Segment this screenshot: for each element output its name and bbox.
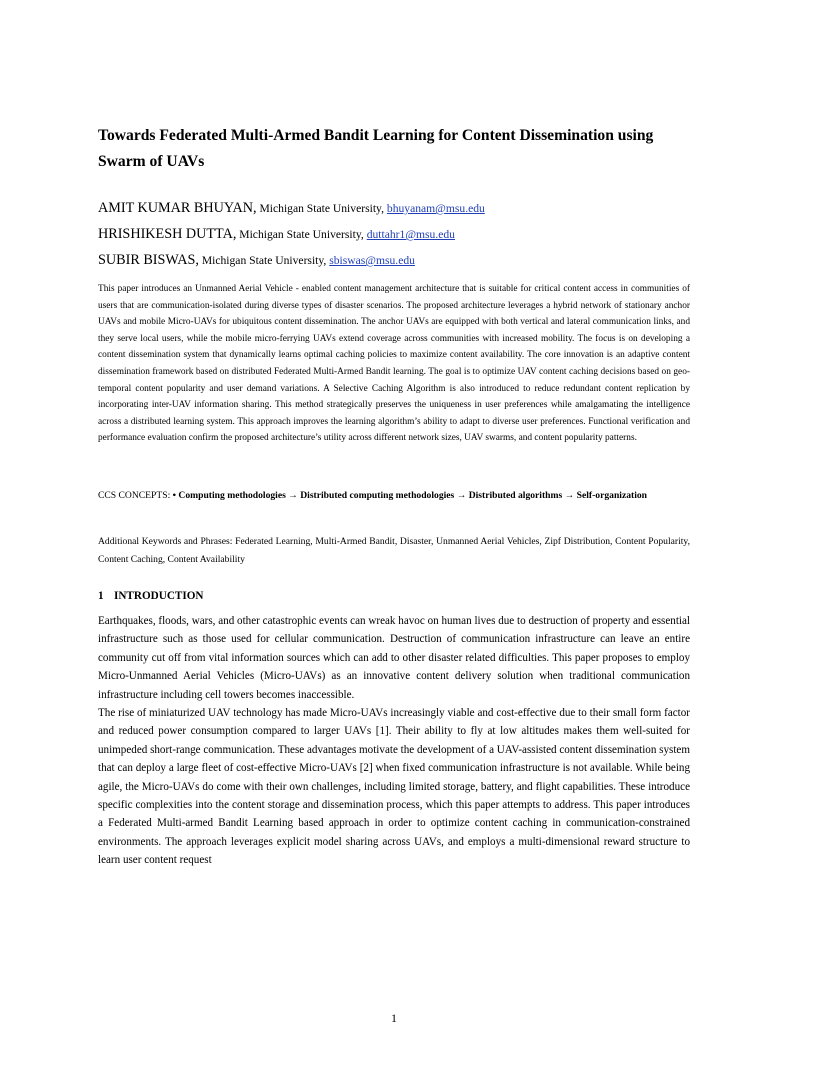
author-line: [98, 225, 455, 244]
ccs-concepts: [98, 487, 690, 505]
ccs-arrow: →: [564, 490, 575, 501]
paper-title: Towards Federated Multi-Armed Bandit Learning for Content Dissemination using Swarm of UAVs: [98, 127, 654, 170]
author-email-link[interactable]: duttahr1@msu.edu: [366, 228, 455, 241]
paragraph: The rise of miniaturized UAV technology has made Micro-UAVs increasingly viable and cost-effective due to their small form factor and reduced power consumption compared to larger UAVs [1]. Their ability to fly at low altitudes makes them well-suited for unimpeded short-range communication. These advantages motivate the development of a UAV-assisted content dissemination system that can deploy a large fleet of cost-effective Micro-UAVs [2] when fixed communication infrastructure is not available. While being agile, the Micro-UAVs do come with their own challenges, including limited storage, battery, and flight capabilities. These introduce specific complexities into the content storage and dissemination process, which this paper attempts to address. This paper introduces a Federated Multi-armed Bandit Learning based approach in order to optimize content caching in communication-constrained environments. The approach leverages explicit model sharing across UAVs, and employs a multi-dimensional reward structure to learn user content request: [98, 707, 690, 867]
page-number: 1: [391, 1011, 397, 1025]
author-name: AMIT KUMAR BHUYAN,: [98, 200, 257, 216]
ccs-item: Distributed algorithms: [468, 490, 563, 501]
ccs-item: Computing methodologies: [178, 490, 286, 501]
ccs-arrow: →: [288, 490, 298, 501]
keywords: Additional Keywords and Phrases: Federated Learning, Multi-Armed Bandit, Disaster, Unmanned Aerial Vehicles, Zipf Distribution, Content Popularity, Content Caching, Content Availability: [98, 536, 690, 565]
author-line: [98, 251, 415, 270]
author-email-link[interactable]: bhuyanam@msu.edu: [386, 202, 485, 215]
ccs-bullet: •: [172, 490, 177, 501]
ccs-arrow: →: [456, 490, 467, 501]
introduction-body: [98, 612, 690, 870]
ccs-label: CCS CONCEPTS:: [98, 490, 171, 501]
author-affiliation: Michigan State University,: [256, 202, 387, 215]
section-title: INTRODUCTION: [114, 590, 204, 602]
author-affiliation: Michigan State University,: [198, 254, 330, 267]
author-name: HRISHIKESH DUTTA,: [98, 226, 237, 242]
ccs-item: Distributed computing methodologies: [300, 490, 455, 501]
author-name: SUBIR BISWAS,: [98, 252, 199, 268]
section-heading: [98, 587, 204, 605]
author-line: [98, 199, 485, 218]
paragraph: Earthquakes, floods, wars, and other catastrophic events can wreak havoc on human lives due to destruction of property and essential infrastructure such as those used for cellular communication. Destruction of communication infrastructure can leave an entire community cut off from vital information sources which can add to other disaster related difficulties. This paper proposes to employ Micro-Unmanned Aerial Vehicles (Micro-UAVs) as an innovative content delivery solution when traditional communication infrastructure including cell towers becomes inaccessible.: [98, 615, 690, 701]
author-email-link[interactable]: sbiswas@msu.edu: [329, 254, 415, 267]
author-affiliation: Michigan State University,: [236, 228, 367, 241]
ccs-item: Self-organization: [576, 490, 647, 501]
abstract: This paper introduces an Unmanned Aerial Vehicle - enabled content management architecture that is suitable for critical content access in communities of users that are communication-isolated during diverse types of disaster scenarios. The proposed architecture leverages a hybrid network of stationary anchor UAVs and mobile Micro-UAVs for ubiquitous content dissemination. The anchor UAVs are equipped with both vertical and lateral communication links, and they serve local users, while the mobile micro-ferrying UAVs extend coverage across communities with increased mobility. The focus is on developing a content dissemination system that dynamically learns optimal caching policies to maximize content availability. The core innovation is an adaptive content dissemination framework based on distributed Federated Multi-Armed Bandit learning. The goal is to optimize UAV content caching decisions based on geo-temporal content popularity and user demand variations. A Selective Caching Algorithm is also introduced to reduce redundant content replication by incorporating inter-UAV information sharing. This method strategically preserves the uniqueness in user preferences while amalgamating the intelligence across a distributed learning system. This approach improves the learning algorithm’s ability to adapt to diverse user preferences. Functional verification and performance evaluation confirm the proposed architecture’s utility across different network sizes, UAV swarms, and content popularity patterns.: [98, 284, 690, 444]
section-number: 1: [98, 590, 104, 602]
